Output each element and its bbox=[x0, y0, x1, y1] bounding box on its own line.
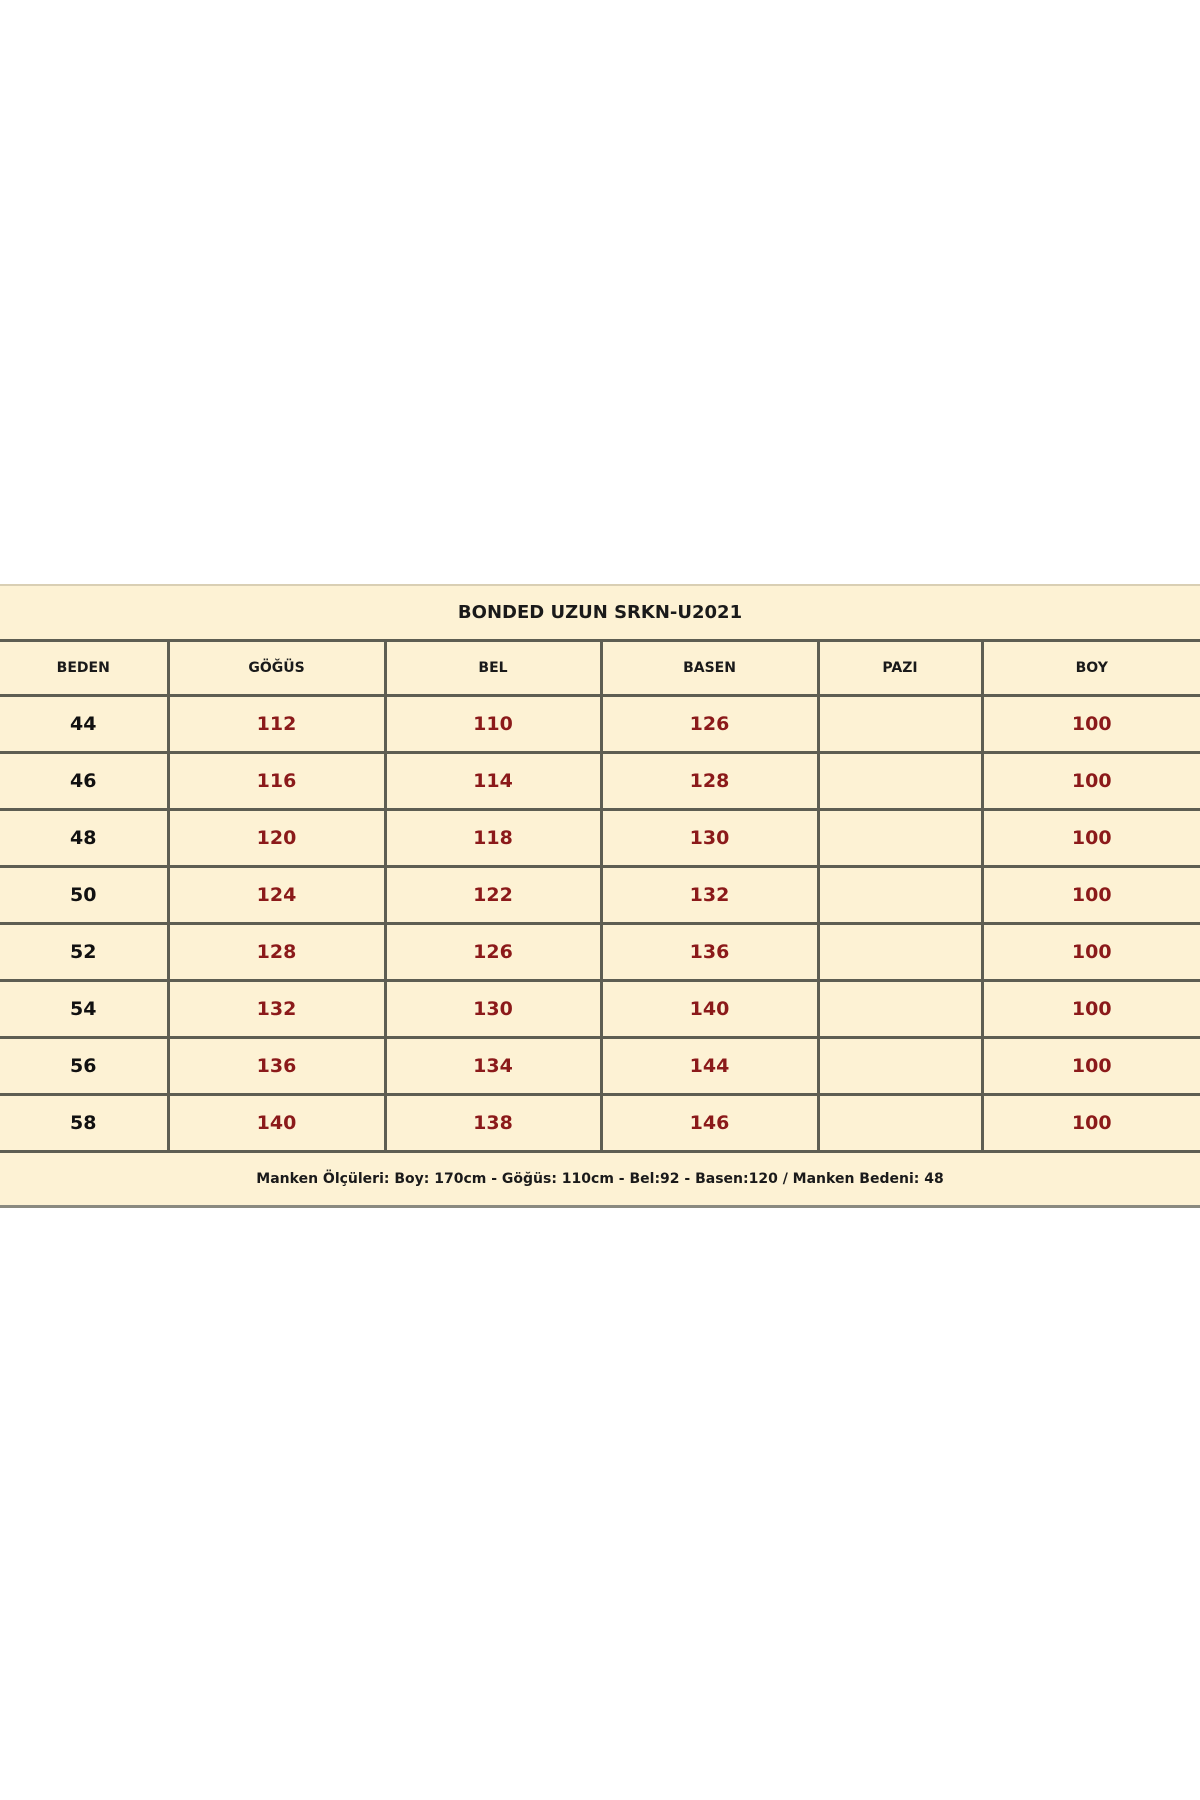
basen-cell: 126 bbox=[601, 695, 818, 752]
size-cell: 46 bbox=[0, 752, 168, 809]
table-row bbox=[0, 695, 1200, 752]
size-cell: 52 bbox=[0, 923, 168, 980]
header-boy: BOY bbox=[982, 640, 1200, 695]
bel-cell: 118 bbox=[385, 809, 601, 866]
boy-cell: 100 bbox=[982, 1037, 1200, 1094]
size-cell: 58 bbox=[0, 1094, 168, 1151]
boy-cell: 100 bbox=[982, 695, 1200, 752]
header-row bbox=[0, 640, 1200, 695]
gogus-cell: 140 bbox=[168, 1094, 385, 1151]
pazi-cell bbox=[818, 809, 982, 866]
footer-row bbox=[0, 1151, 1200, 1206]
table-row bbox=[0, 1037, 1200, 1094]
bel-cell: 122 bbox=[385, 866, 601, 923]
model-measurements-note: Manken Ölçüleri: Boy: 170cm - Göğüs: 110cm - Bel:92 - Basen:120 / Manken Bedeni: 48 bbox=[0, 1151, 1200, 1206]
size-chart-table bbox=[0, 584, 1200, 1208]
bel-cell: 138 bbox=[385, 1094, 601, 1151]
basen-cell: 132 bbox=[601, 866, 818, 923]
gogus-cell: 120 bbox=[168, 809, 385, 866]
size-cell: 44 bbox=[0, 695, 168, 752]
basen-cell: 136 bbox=[601, 923, 818, 980]
size-cell: 48 bbox=[0, 809, 168, 866]
table-row bbox=[0, 1094, 1200, 1151]
boy-cell: 100 bbox=[982, 980, 1200, 1037]
gogus-cell: 124 bbox=[168, 866, 385, 923]
boy-cell: 100 bbox=[982, 752, 1200, 809]
table-row bbox=[0, 752, 1200, 809]
boy-cell: 100 bbox=[982, 1094, 1200, 1151]
bel-cell: 126 bbox=[385, 923, 601, 980]
header-gogus: GÖĞÜS bbox=[168, 640, 385, 695]
size-cell: 50 bbox=[0, 866, 168, 923]
table-row bbox=[0, 866, 1200, 923]
gogus-cell: 128 bbox=[168, 923, 385, 980]
header-beden: BEDEN bbox=[0, 640, 168, 695]
basen-cell: 146 bbox=[601, 1094, 818, 1151]
basen-cell: 128 bbox=[601, 752, 818, 809]
chart-title: BONDED UZUN SRKN-U2021 bbox=[0, 585, 1200, 640]
bel-cell: 114 bbox=[385, 752, 601, 809]
basen-cell: 140 bbox=[601, 980, 818, 1037]
gogus-cell: 112 bbox=[168, 695, 385, 752]
pazi-cell bbox=[818, 980, 982, 1037]
title-row bbox=[0, 585, 1200, 640]
table-row bbox=[0, 980, 1200, 1037]
gogus-cell: 136 bbox=[168, 1037, 385, 1094]
pazi-cell bbox=[818, 695, 982, 752]
gogus-cell: 116 bbox=[168, 752, 385, 809]
boy-cell: 100 bbox=[982, 923, 1200, 980]
header-basen: BASEN bbox=[601, 640, 818, 695]
table-row bbox=[0, 809, 1200, 866]
bel-cell: 134 bbox=[385, 1037, 601, 1094]
bel-cell: 130 bbox=[385, 980, 601, 1037]
boy-cell: 100 bbox=[982, 809, 1200, 866]
size-cell: 54 bbox=[0, 980, 168, 1037]
pazi-cell bbox=[818, 1094, 982, 1151]
size-cell: 56 bbox=[0, 1037, 168, 1094]
pazi-cell bbox=[818, 866, 982, 923]
bel-cell: 110 bbox=[385, 695, 601, 752]
basen-cell: 130 bbox=[601, 809, 818, 866]
pazi-cell bbox=[818, 752, 982, 809]
pazi-cell bbox=[818, 923, 982, 980]
header-bel: BEL bbox=[385, 640, 601, 695]
table-row bbox=[0, 923, 1200, 980]
gogus-cell: 132 bbox=[168, 980, 385, 1037]
basen-cell: 144 bbox=[601, 1037, 818, 1094]
boy-cell: 100 bbox=[982, 866, 1200, 923]
pazi-cell bbox=[818, 1037, 982, 1094]
header-pazi: PAZI bbox=[818, 640, 982, 695]
